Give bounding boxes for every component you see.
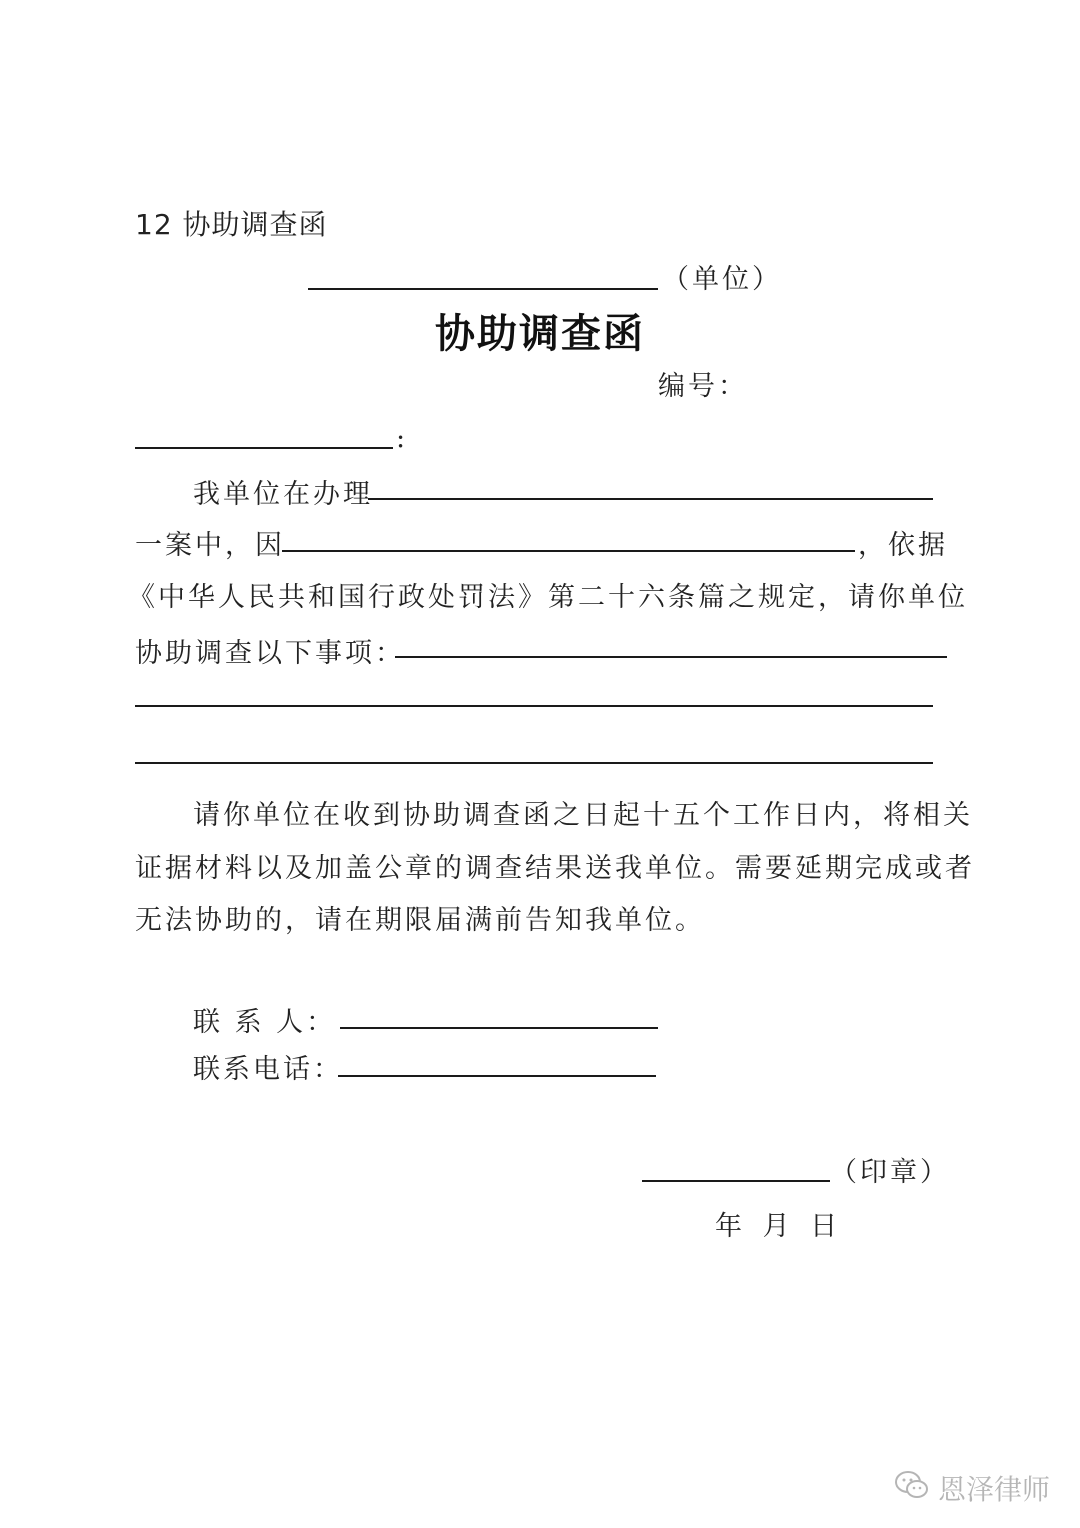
law-citation-text: 《中华人民共和国行政处罚法》第二十六条篇之规定，请你单位 — [128, 582, 968, 613]
date-label: 年 月 日 — [715, 1211, 841, 1242]
deadline-paragraph-line2: 证据材料以及加盖公章的调查结果送我单位。需要延期完成或者 — [135, 853, 975, 884]
contact-person-label: 联 系 人： — [193, 1007, 337, 1038]
contact-phone-label: 联系电话： — [193, 1054, 343, 1085]
reason-blank-line — [282, 550, 855, 552]
unit-blank-line — [308, 288, 658, 290]
case-name-blank-line — [368, 498, 933, 500]
matters-blank-line-1 — [395, 656, 947, 658]
document-title: 协助调查函 — [435, 310, 645, 357]
recipient-blank-line — [135, 447, 393, 449]
recipient-colon: : — [396, 423, 409, 454]
deadline-paragraph-line1: 请你单位在收到协助调查函之日起十五个工作日内，将相关 — [193, 800, 973, 831]
matters-blank-line-3 — [135, 762, 933, 764]
wechat-icon — [894, 1470, 930, 1507]
seal-blank-line — [642, 1180, 830, 1182]
contact-person-blank-line — [340, 1027, 658, 1029]
matters-blank-line-2 — [135, 705, 933, 707]
serial-number-label: 编号： — [658, 371, 748, 402]
matters-label: 协助调查以下事项： — [135, 638, 405, 669]
case-reason-text: 一案中，因 — [135, 530, 285, 561]
form-number: 12 协助调查函 — [135, 208, 328, 241]
watermark-text: 恩泽律师 — [937, 1473, 1050, 1506]
legal-basis-text: ，依据 — [858, 530, 948, 561]
seal-label: （印章） — [830, 1157, 950, 1188]
contact-phone-blank-line — [338, 1075, 656, 1077]
watermark — [894, 1468, 1050, 1508]
case-handling-text: 我单位在办理 — [193, 479, 373, 510]
unit-label: （单位） — [662, 264, 782, 295]
deadline-paragraph-line3: 无法协助的，请在期限届满前告知我单位。 — [135, 905, 705, 936]
